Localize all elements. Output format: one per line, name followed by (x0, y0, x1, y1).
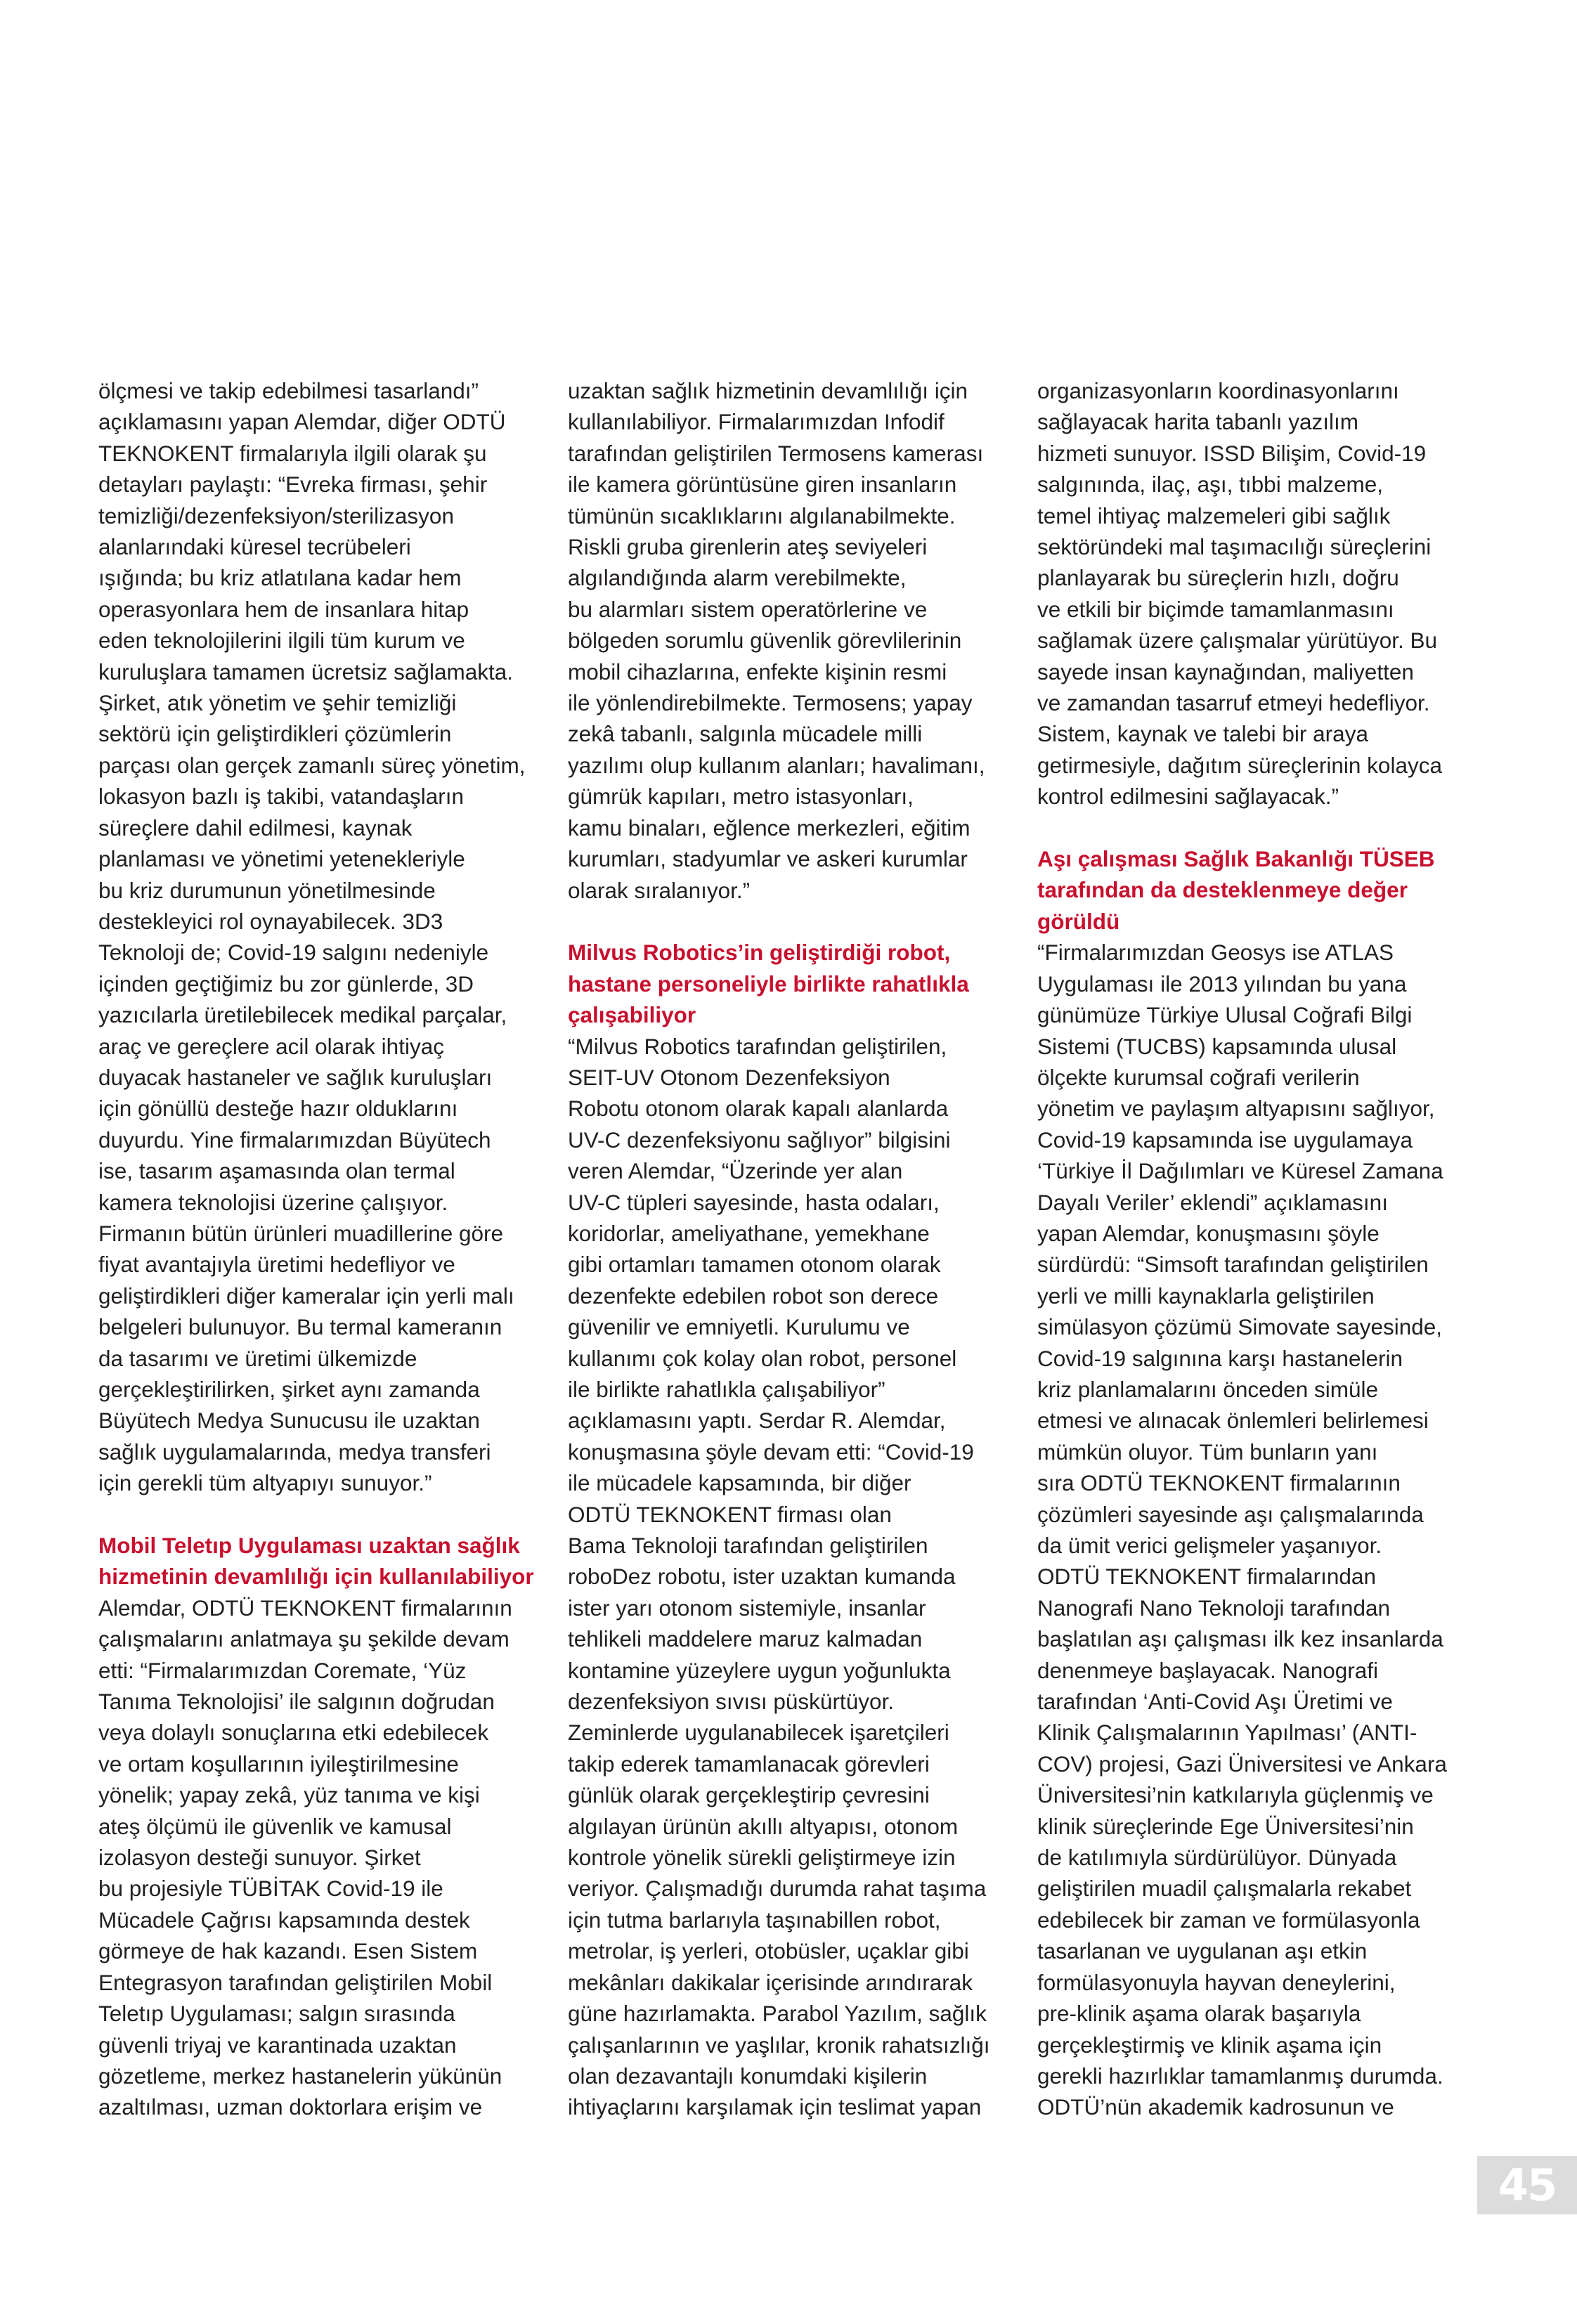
body-paragraph: “Milvus Robotics tarafından geliştirilen, SEIT-UV Otonom Dezenfeksiyon Robotu otonom olarak kapalı alanlarda UV-C dezenfeksiyonu sağlıyor” bilgisini veren Alemdar, “Üzerinde yer alan UV-C tüpleri sayesinde, hasta odaları, koridorlar, ameliyathane, yemekhane gibi ortamları tamamen otonom olarak dezenfekte edebilen robot son derece güvenilir ve emniyetli. Kurulumu ve kullanımı çok kolay olan robot, personel ile birlikte rahatlıkla çalışabiliyor” açıklamasını yaptı. Serdar R. Alemdar, konuşmasına şöyle devam etti: “Covid-19 ile mücadele kapsamında, bir diğer ODTÜ TEKNOKENT firması olan Bama Teknoloji tarafından geliştirilen roboDez robotu, ister uzaktan kumanda ister yarı otonom sistemiyle, insanlar tehlikeli maddelere maruz kalmadan kontamine yüzeylere uygun yoğunlukta dezenfeksiyon sıvısı püskürtüyor. Zeminlerde uygulanabilecek işaretçileri takip ederek tamamlanacak görevleri günlük olarak gerçekleştirip çevresini algılayan ürünün akıllı altyapısı, otonom kontrole yönelik sürekli geliştirmeye izin veriyor. Çalışmadığı durumda rahat taşıma için tutma barlarıyla taşınabillen robot, metrolar, iş yerleri, otobüsler, uçaklar gibi mekânları dakikalar içerisinde arındırarak güne hazırlamakta. Parabol Yazılım, sağlık çalışanlarının ve yaşlılar, kronik rahatsızlığı olan dezavantajlı konumdaki kişilerin ihtiyaçlarını karşılamak için teslimat yapan (568, 1033, 990, 2120)
paragraph-gap (1037, 812, 1487, 843)
section-heading: Milvus Robotics’in geliştirdiği robot, hastane personeliyle birlikte rahatlıkla çalışabiliyor (568, 940, 969, 1028)
body-paragraph: organizasyonların koordinasyonlarını sağlayacak harita tabanlı yazılım hizmeti sunuyor. ISSD Bilişim, Covid-19 salgınında, ilaç, aşı, tıbbi malzeme, temel ihtiyaç malzemeleri gibi sağlık sektöründeki mal taşımacılığı süreçlerini planlayarak bu süreçlerin hızlı, doğru ve etkili bir biçimde tamamlanmasını sağlamak üzere çalışmalar yürütüyor. Bu sayede insan kaynağından, maliyetten ve zamandan tasarruf etmeyi hedefliyor. Sistem, kaynak ve talebi bir araya getirmesiyle, dağıtım süreçlerinin kolayca kontrol edilmesini sağlayacak.” (1037, 378, 1442, 810)
paragraph-gap (568, 906, 1018, 937)
body-paragraph: ölçmesi ve takip edebilmesi tasarlandı” açıklamasını yapan Alemdar, diğer ODTÜ TEKNOKENT firmalarıyla ilgili olarak şu detayları paylaştı: “Evreka firması, şehir temizliği/dezenfeksiyon/sterilizasyon alanlarındaki küresel tecrübeleri ışığında; bu kriz atlatılana kadar hem operasyonlara hem de insanlara hitap eden teknolojilerini ilgili tüm kurum ve kuruluşlara tamamen ücretsiz sağlamakta. Şirket, atık yönetim ve şehir temizliği sektörü için geliştirdikleri çözümlerin parçası olan gerçek zamanlı süreç yönetim, lokasyon bazlı iş takibi, vatandaşların süreçlere dahil edilmesi, kaynak planlaması ve yönetimi yetenekleriyle bu kriz durumunun yönetilmesinde destekleyici rol oynayabilecek. 3D3 Teknoloji de; Covid-19 salgını nedeniyle içinden geçtiğimiz bu zor günlerde, 3D yazıcılarla üretilebilecek medikal parçalar, araç ve gereçlere acil olarak ihtiyaç duyacak hastaneler ve sağlık kuruluşları için gönüllü desteğe hazır olduklarını duyurdu. Yine firmalarımızdan Büyütech ise, tasarım aşamasında olan termal kamera teknolojisi üzerine çalışıyor. Firmanın bütün ürünleri muadillerine göre fiyat avantajıyla üretimi hedefliyor ve geliştirdikleri diğer kameralar için yerli malı belgeleri bulunuyor. Bu termal kameranın da tasarımı ve üretimi ülkemizde gerçekleştirilirken, şirket aynı zamanda Büyütech Medya Sunucusu ile uzaktan sağlık uygulamalarında, medya transferi için gerekli tüm altyapıyı sunuyor.” (98, 378, 526, 1496)
text-column-2 (568, 375, 1018, 2123)
section-heading: Mobil Teletıp Uygulaması uzaktan sağlık hizmetinin devamlılığı için kullanılabiliyor (98, 1533, 534, 1590)
text-column-1 (98, 375, 548, 2123)
page-number: 45 (1477, 2156, 1577, 2214)
section-heading: Aşı çalışması Sağlık Bakanlığı TÜSEB tarafından da desteklenmeye değer görüldü (1037, 846, 1435, 934)
text-column-3 (1037, 375, 1487, 2123)
paragraph-gap (98, 1499, 548, 1530)
body-paragraph: Alemdar, ODTÜ TEKNOKENT firmalarının çalışmalarını anlatmaya şu şekilde devam etti: “Firmalarımızdan Coremate, ‘Yüz Tanıma Teknolojisi’ ile salgının doğrudan veya dolaylı sonuçlarına etki edebilecek ve ortam koşullarının iyileştirilmesine yönelik; yapay zekâ, yüz tanıma ve kişi ateş ölçümü ile güvenlik ve kamusal izolasyon desteği sunuyor. Şirket bu projesiyle TÜBİTAK Covid-19 ile Mücadele Çağrısı kapsamında destek görmeye de hak kazandı. Esen Sistem Entegrasyon tarafından geliştirilen Mobil Teletıp Uygulaması; salgın sırasında güvenli triyaj ve karantinada uzaktan gözetleme, merkez hastanelerin yükünün azaltılması, uzman doktorlara erişim ve (98, 1595, 512, 2120)
body-paragraph: uzaktan sağlık hizmetinin devamlılığı için kullanılabiliyor. Firmalarımızdan Infodif tarafından geliştirilen Termosens kamerası ile kamera görüntüsüne giren insanların tümünün sıcaklıklarını algılanabilmekte. Riskli gruba girenlerin ateş seviyeleri algılandığında alarm verebilmekte, bu alarmları sistem operatörlerine ve bölgeden sorumlu güvenlik görevlilerinin mobil cihazlarına, enfekte kişinin resmi ile yönlendirebilmekte. Termosens; yapay zekâ tabanlı, salgınla mücadele milli yazılımı olup kullanım alanları; havalimanı, gümrük kapıları, metro istasyonları, kamu binaları, eğlence merkezleri, eğitim kurumları, stadyumlar ve askeri kurumlar olarak sıralanıyor.” (568, 378, 985, 903)
body-paragraph: “Firmalarımızdan Geosys ise ATLAS Uygulaması ile 2013 yılından bu yana günümüze Türkiye Ulusal Coğrafi Bilgi Sistemi (TUCBS) kapsamında ulusal ölçekte kurumsal coğrafi verilerin yönetim ve paylaşım altyapısını sağlıyor, Covid-19 kapsamında ise uygulamaya ‘Türkiye İl Dağılımları ve Küresel Zamana Dayalı Veriler’ eklendi” açıklamasını yapan Alemdar, konuşmasını şöyle sürdürdü: “Simsoft tarafından geliştirilen yerli ve milli kaynaklarla geliştirilen simülasyon çözümü Simovate sayesinde, Covid-19 salgınına karşı hastanelerin kriz planlamalarını önceden simüle etmesi ve alınacak önlemleri belirlemesi mümkün oluyor. Tüm bunların yanı sıra ODTÜ TEKNOKENT firmalarının çözümleri sayesinde aşı çalışmalarında da ümit verici gelişmeler yaşanıyor. ODTÜ TEKNOKENT firmalarından Nanografi Nano Teknoloji tarafından başlatılan aşı çalışması ilk kez insanlarda denenmeye başlayacak. Nanografi tarafından ‘Anti-Covid Aşı Üretimi ve Klinik Çalışmalarının Yapılması’ (ANTI- COV) projesi, Gazi Üniversitesi ve Ankara Üniversitesi’nin katkılarıyla güçlenmiş ve klinik süreçlerinde Ege Üniversitesi’nin de katılımıyla sürdürülüyor. Dünyada geliştirilen muadil çalışmalarla rekabet edebilecek bir zaman ve formülasyonla tasarlanan ve uygulanan aşı etkin formülasyonuyla hayvan deneylerini, pre-klinik aşama olarak başarıyla gerçekleştirmiş ve klinik aşama için gerekli hazırlıklar tamamlanmış durumda. ODTÜ’nün akademik kadrosunun ve (1037, 940, 1447, 2120)
